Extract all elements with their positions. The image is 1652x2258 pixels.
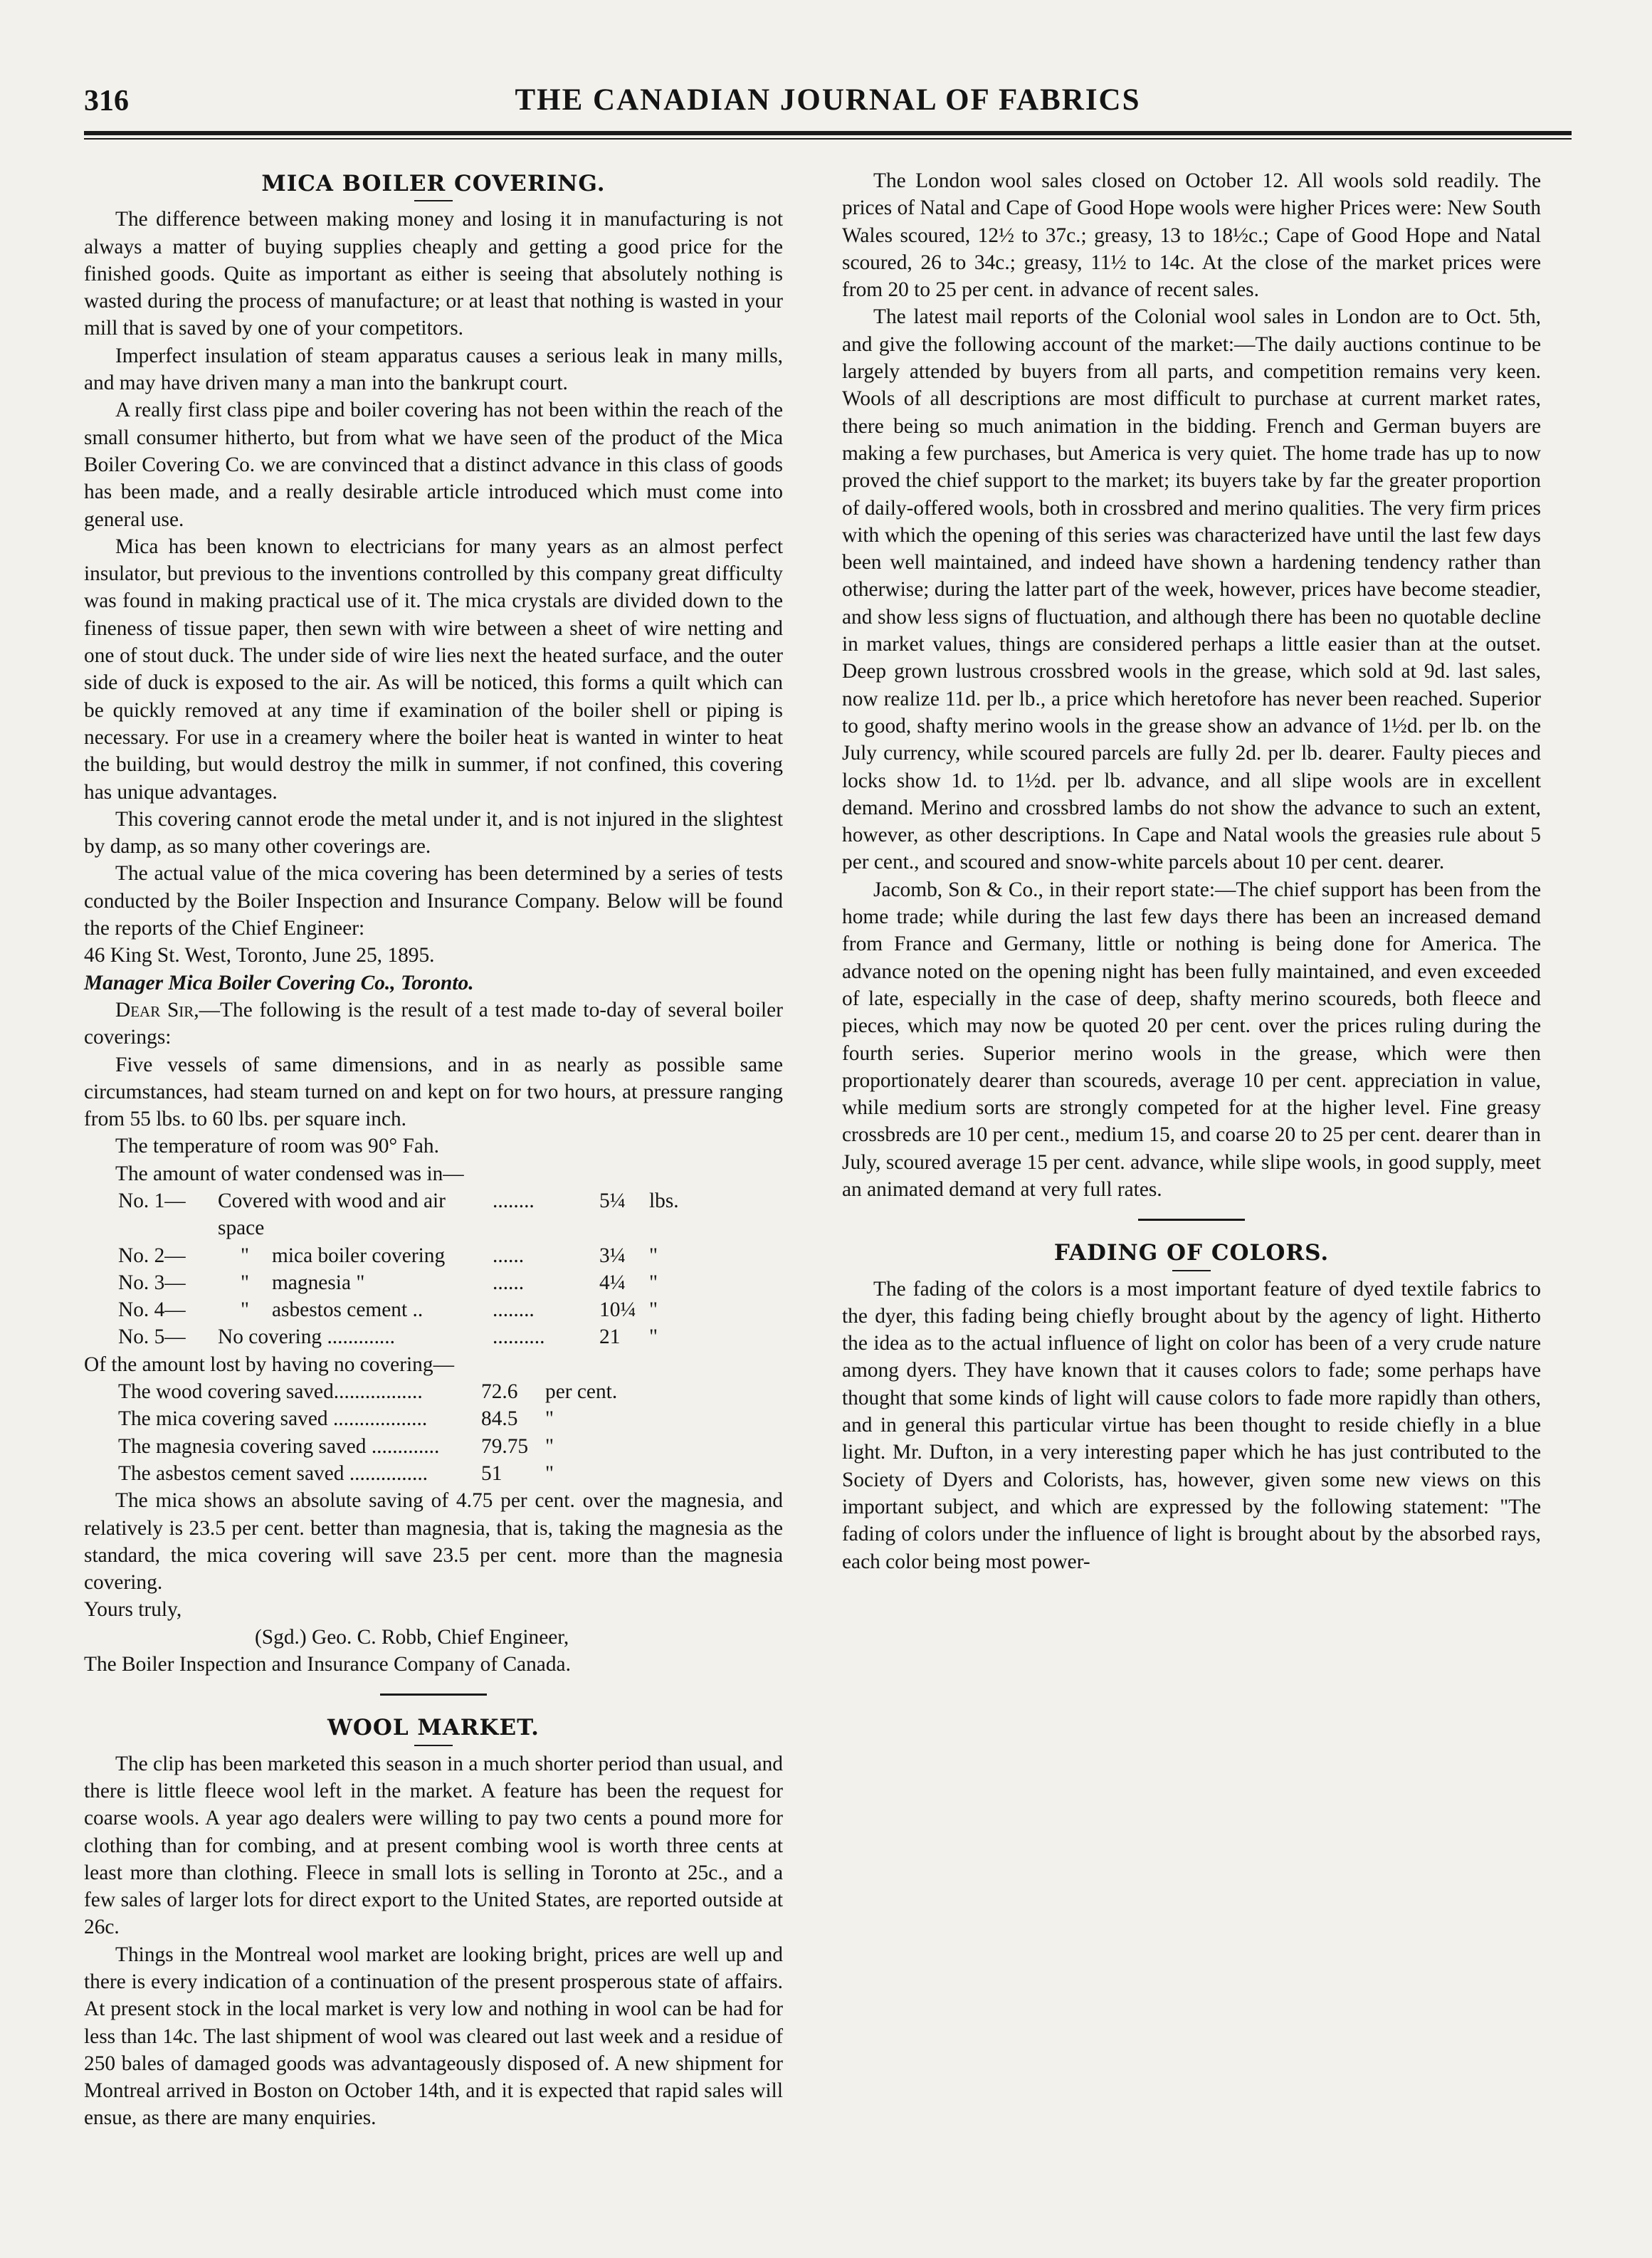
page-header: [84, 80, 1572, 122]
table-row: No. 2— " mica boiler covering ...... 3¼ ": [118, 1244, 658, 1267]
wool-paragraph: The London wool sales closed on October 12. All wools sold readily. The prices of Natal and Cape of Good Hope wools were higher Prices were: New South Wales scoured, 12½ to 37c.; greasy, 13 to 18½c.; Cape of Good Hope and Natal scoured, 26 to 34c.; greasy, 11½ to 14c. At the close of the market prices were from 20 to 25 per cent. in advance of recent sales.: [842, 169, 1541, 302]
mica-paragraph: The temperature of room was 90° Fah.: [115, 1135, 439, 1158]
lost-intro: Of the amount lost by having no covering—: [84, 1353, 454, 1376]
table-row: The wood covering saved................. 72.6 per cent.: [118, 1380, 618, 1404]
mica-paragraph: Five vessels of same dimensions, and in as nearly as possible same circumstances, had steam turned on and kept on for two hours, at pressure ranging from 55 lbs. to 60 lbs. per square inch.: [84, 1053, 783, 1131]
mica-paragraph: The actual value of the mica covering has been determined by a series of tests conducted by the Boiler Inspection and Insurance Company. Below will be found the reports of the Chief Engineer:: [84, 862, 783, 940]
fading-paragraph: The fading of the colors is a most important feature of dyed textile fabrics to the dyer, this fading being chiefly brought about by the agency of light. Hitherto the idea as to the actual influence of light on color has been of a very crude nature among dyers. They have known that it causes colors to fade; some perhaps have thought that some kinds of light will cause colors to fade more rapidly than others, and in general this particular virtue has been thought to reside chiefly in a blue light. Mr. Dufton, in a very interesting paper which he has just contributed to the Society of Dyers and Colorists, has, however, given some new views on this important subject, and which are expressed by the following statement: "The fading of colors under the influence of light is brought about by the absorbed rays, each color being most power-: [842, 1277, 1541, 1573]
wool-paragraph: Things in the Montreal wool market are looking bright, prices are well up and there is every indication of a continuation of the present prosperous state of affairs. At present stock in the local market is very low and nothing in wool can be had for less than 14c. The last shipment of wool was cleared out last week and a residue of 250 bales of damaged goods was advantageously disposed of. A new shipment for Montreal arrived in Boston on October 14th, and it is expected that rapid sales will ensue, as there are many enquiries.: [84, 1943, 783, 2130]
table-row: No. 4— " asbestos cement .. ........ 10¼ ": [118, 1298, 658, 1322]
mica-heading: MICA BOILER COVERING.: [261, 171, 606, 196]
left-column: [84, 167, 783, 2132]
heading-rule: [414, 200, 453, 201]
condensation-table: [118, 1187, 692, 1351]
table-row: The magnesia covering saved ............. 79.75 ": [118, 1434, 554, 1458]
section-divider: [1138, 1219, 1245, 1221]
letter-signature: (Sgd.) Geo. C. Robb, Chief Engineer,: [255, 1625, 569, 1649]
table-row: No. 3— " magnesia " ...... 4¼ ": [118, 1271, 658, 1294]
mica-paragraph: Mica has been known to electricians for many years as an almost perfect insulator, but previous to the inventions controlled by this company great difficulty was found in making practical use of it. The mica crystals are divided down to the fineness of tissue paper, then sewn with wire between a sheet of wire netting and one of stout duck. The under side of wire lies next the heated surface, and the outer side of duck is exposed to the air. As will be noticed, this forms a quilt which can be quickly removed at any time if examination of the boiler shell or piping is necessary. For use in a creamery where the boiler heat is wanted in winter to heat the building, but would destroy the milk in summer, if not confined, this covering has unique advantages.: [84, 535, 783, 804]
wool-heading: WOOL MARKET.: [327, 1715, 540, 1741]
letter-closing: Yours truly,: [84, 1598, 182, 1622]
right-column: [842, 167, 1541, 1575]
page-number: 316: [84, 85, 129, 117]
mica-paragraph: The amount of water condensed was in—: [115, 1162, 464, 1185]
heading-rule: [414, 1745, 453, 1746]
table-row: The asbestos cement saved ............... 51 ": [118, 1461, 554, 1485]
mica-paragraph: The difference between making money and losing it in manufacturing is not always a matter of buying supplies cheaply and getting a good price for the finished goods. Quite as important as either is seeing that absolutely nothing is wasted during the process of manufacture; or at least that nothing is wasted in your mill that is saved by one of your competitors.: [84, 208, 783, 340]
letter-addressee: Manager Mica Boiler Covering Co., Toronto.: [84, 971, 474, 994]
mica-paragraph: This covering cannot erode the metal under it, and is not injured in the slightest by damp, as so many other coverings are.: [84, 807, 783, 858]
wool-paragraph: The latest mail reports of the Colonial wool sales in London are to Oct. 5th, and give the following account of the market:—The daily auctions continue to be largely attended by buyers from all parts, and competition remains very keen. Wools of all descriptions are most difficult to purchase at current market rates, there being so much animation in the bidding. French and German buyers are making a few purchases, but America is very quiet. The home trade has up to now proved the chief support to the market; its buyers take by far the greater proportion of daily-offered wools, both in crossbred and merino qualities. The very firm prices with which the opening of this series was characterized have until the last few days been well maintained, and indeed have shown a hardening tendency rather than otherwise; during the latter part of the week, however, prices have become steadier, and show less signs of fluctuation, and although there has been no quotable decline in market values, things are considered perhaps a little easier than at the outset. Deep grown lustrous crossbred wools in the grease, which sold at 9d. last sales, now realize 11d. per lb., a price which heretofore has never been reached. Superior to good, shafty merino wools in the grease show an advance of 1½d. per lb. on the July currency, while scoured parcels are fully 2d. per lb. dearer. Faulty pieces and locks show 1d. to 1½d. per lb. advance, and all slipe wools are in excellent demand. Merino and crossbred lambs do not show the advance to such an extent, however, as other descriptions. In Cape and Natal wools the greasies rule about 5 per cent., and scoured and snow-white parcels about 10 per cent. dearer.: [842, 305, 1541, 874]
header-rule-thin: [84, 138, 1572, 140]
running-title: THE CANADIAN JOURNAL OF FABRICS: [515, 83, 1141, 117]
mica-paragraph: A really first class pipe and boiler covering has not been within the reach of the small consumer hitherto, but from what we have seen of the product of the Mica Boiler Covering Co. we are convinced that a distinct advance in this class of goods has been made, and a really desirable article introduced which must come into general use.: [84, 399, 783, 531]
savings-table: [118, 1378, 617, 1487]
wool-paragraph: The clip has been marketed this season in a much shorter period than usual, and there is little fleece wool left in the market. A feature has been the request for coarse wools. A year ago dealers were willing to pay two cents a pound more for clothing than for combing, and at present combing wool is worth three cents at least more than clothing. Fleece in small lots is selling in Toronto at 25c., and a few sales of larger lots for direct export to the United States, are reported outside at 26c.: [84, 1752, 783, 1939]
fading-heading: FADING OF COLORS.: [1053, 1240, 1330, 1266]
heading-rule: [1172, 1270, 1211, 1271]
letter-company: The Boiler Inspection and Insurance Company of Canada.: [84, 1653, 571, 1676]
table-row: No. 1— Covered with wood and air space ........ 5¼ lbs.: [118, 1189, 679, 1240]
wool-paragraph: Jacomb, Son & Co., in their report state:—The chief support has been from the home trade; while during the last few days there has been an increased demand from France and Germany, little or nothing is being done for America. The advance noted on the opening night has been fully maintained, and even exceeded of late, especially in the case of deep, shafty merino scoureds, both fleece and pieces, which may now be quoted 20 per cent. over the prices ruling during the fourth series. Superior merino wools in the grease, which were then proportionately dearer than scoureds, average 10 per cent. appreciation in value, while medium sorts are strongly competed for at the higher level. Fine greasy crossbreds are 10 per cent., medium 15, and coarse 20 to 25 per cent. dearer than in July, scoured average 15 per cent. advance, while slipe wools, in good supply, meet an animated demand at very full rates.: [842, 878, 1541, 1201]
letter-dateline: 46 King St. West, Toronto, June 25, 1895.: [84, 944, 435, 967]
table-row: The mica covering saved .................. 84.5 ": [118, 1407, 554, 1431]
header-rule-thick: [84, 131, 1572, 135]
section-divider: [380, 1694, 487, 1696]
salutation: Dear Sir,: [115, 998, 199, 1022]
letter-salutation: [84, 997, 783, 1051]
mica-paragraph: The mica shows an absolute saving of 4.75 per cent. over the magnesia, and relatively is 23.5 per cent. better than magnesia, that is, taking the magnesia as the standard, the mica covering will save 23.5 per cent. more than the magnesia covering.: [84, 1489, 783, 1595]
table-row: No. 5— No covering ............. .......... 21 ": [118, 1325, 658, 1349]
salutation-rest: —The following is the result of a test made to-day of several boiler coverings:: [84, 998, 783, 1049]
mica-paragraph: Imperfect insulation of steam apparatus causes a serious leak in many mills, and may have driven many a man into the bankrupt court.: [84, 344, 783, 395]
